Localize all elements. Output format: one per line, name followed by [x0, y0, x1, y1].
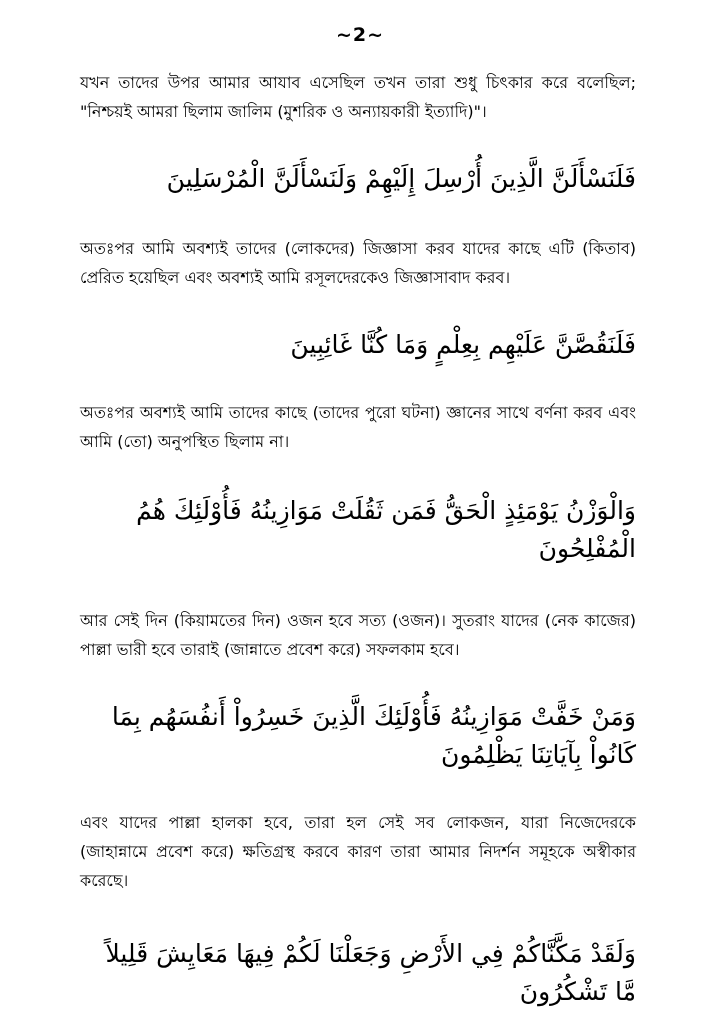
page-number: ~2~	[335, 24, 385, 46]
bengali-translation-3: অতঃপর অবশ্যই আমি তাদের কাছে (তাদের পুরো ঘটনা) জ্ঞানের সাথে বর্ণনা করব এবং আমি (তো) অনুপস্থিত ছিলাম না।	[80, 403, 636, 451]
bengali-translation-4: আর সেই দিন (কিয়ামতের দিন) ওজন হবে সত্য (ওজন)। সুতরাং যাদের (নেক কাজের) পাল্লা ভারী হবে তারাই (জান্নাতে প্রবেশ করে) সফলকাম হবে।	[80, 611, 636, 659]
arabic-verse-4: وَمَنْ خَفَّتْ مَوَازِينُهُ فَأُوْلَئِكَ الَّذِينَ خَسِرُواْ أَنفُسَهُم بِمَا كَانُواْ بِآيَاتِنَا يَظْلِمُونَ	[111, 702, 636, 769]
page-content	[80, 68, 636, 1011]
arabic-verse-2: فَلَنَقُصَّنَّ عَلَيْهِم بِعِلْمٍ وَمَا كُنَّا غَائِبِينَ	[290, 330, 636, 359]
arabic-verse-3: وَالْوَزْنُ يَوْمَئِذٍ الْحَقُّ فَمَن ثَقُلَتْ مَوَازِينُهُ فَأُوْلَئِكَ هُمُ الْمُفْلِحُونَ	[136, 496, 636, 563]
bengali-translation-2: অতঃপর আমি অবশ্যই তাদের (লোকদের) জিজ্ঞাসা করব যাদের কাছে এটি (কিতাব) প্রেরিত হয়েছিল এবং অবশ্যই আমি রসূলদেরকেও জিজ্ঞাসাবাদ করব।	[80, 239, 636, 287]
arabic-verse-1: فَلَنَسْأَلَنَّ الَّذِينَ أُرْسِلَ إِلَيْهِمْ وَلَنَسْأَلَنَّ الْمُرْسَلِينَ	[166, 164, 636, 193]
bengali-translation-5: এবং যাদের পাল্লা হালকা হবে, তারা হল সেই সব লোকজন, যারা নিজেদেরকে (জাহান্নামে প্রবেশ করে) ক্ষতিগ্রস্থ করবে কারণ তারা আমার নিদর্শন সমূহকে অস্বীকার করেছে।	[80, 813, 636, 890]
bengali-translation-1: যখন তাদের উপর আমার আযাব এসেছিল তখন তারা শুধু চিৎকার করে বলেছিল; "নিশ্চয়ই আমরা ছিলাম জালিম (মুশরিক ও অন্যায়কারী ইত্যাদি)"।	[80, 73, 636, 121]
arabic-verse-5: وَلَقَدْ مَكَّنَّاكُمْ فِي الأَرْضِ وَجَعَلْنَا لَكُمْ فِيهَا مَعَايِشَ قَلِيلاً مَّا تَشْكُرُونَ	[105, 939, 636, 1006]
